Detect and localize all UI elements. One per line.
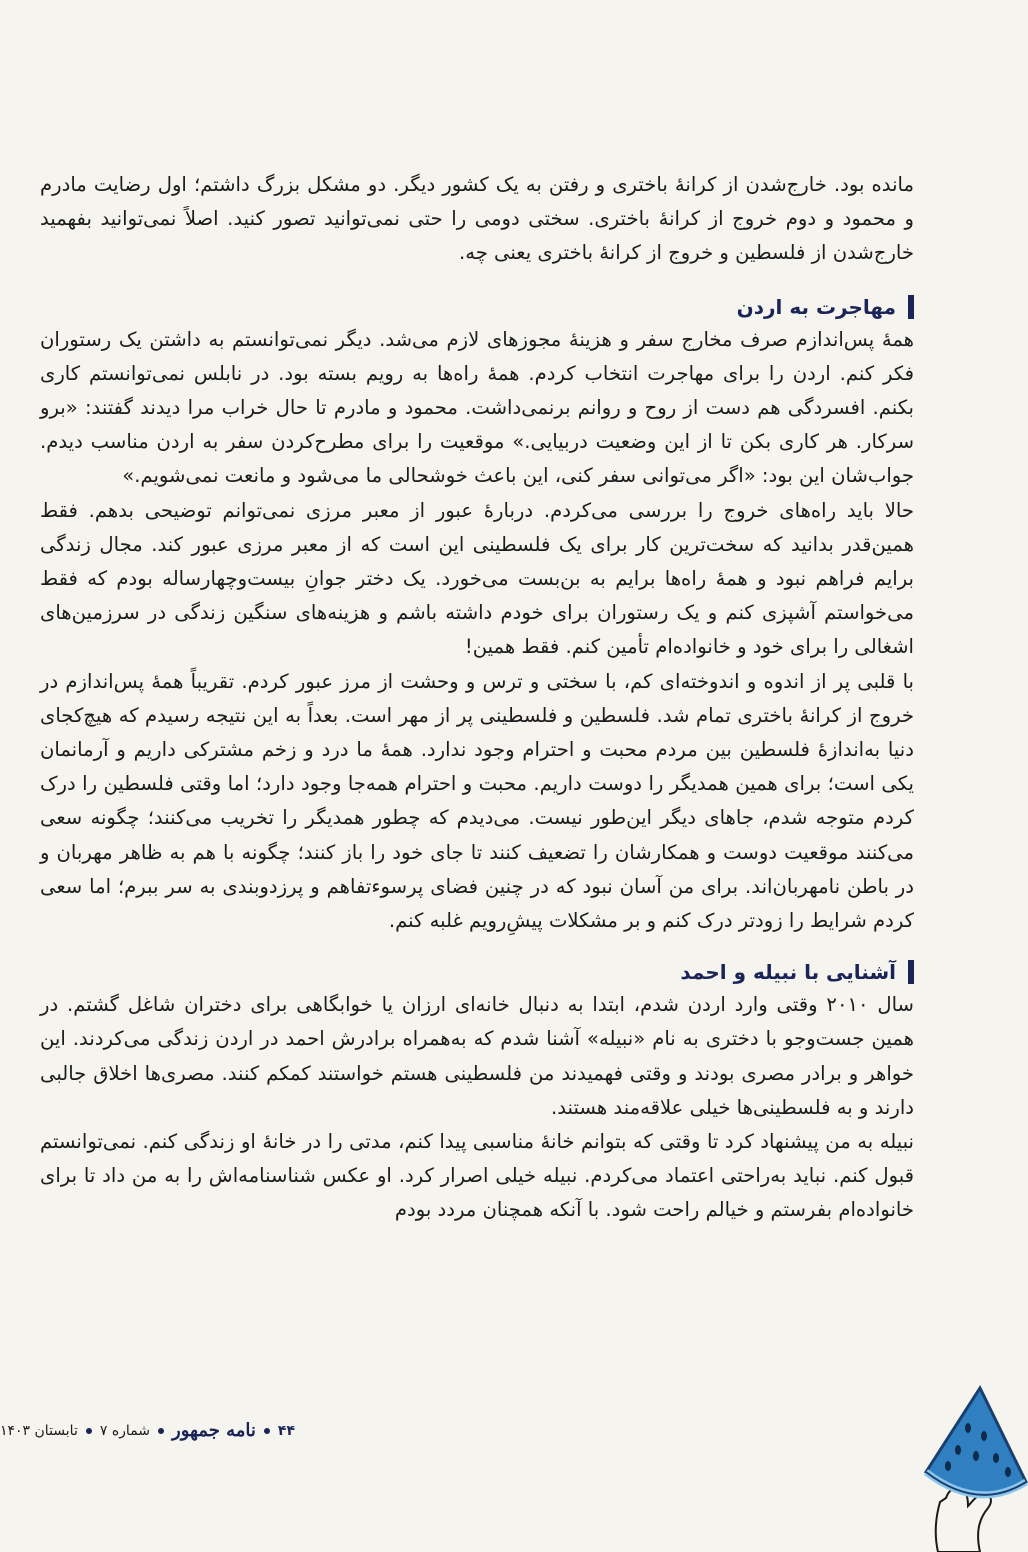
paragraph: نبیله به من پیشنهاد کرد تا وقتی که بتوانم خانهٔ مناسبی پیدا کنم، مدتی را در خانهٔ او زندگی کنم. نمی‌توانستم قبول کنم. نباید به‌راحتی اعتماد می‌کردم. نبیله خیلی اصرار کرد. او عکس شناسنامه‌اش را به من داد تا برای خانواده‌ام بفرستم و خیالم راحت شود. با آنکه همچنان مردد بودم [40,1130,914,1222]
issue-season: تابستان ۱۴۰۳ [0,1422,78,1439]
section-heading-nabila [40,960,914,984]
heading-bar-icon [908,960,914,984]
section-title: مهاجرت به اردن [736,294,896,319]
article-body [40,168,914,1228]
bullet-icon [86,1428,92,1434]
watermelon-hand-icon [918,1384,1028,1552]
bullet-icon [264,1428,270,1434]
paragraph: سال ۲۰۱۰ وقتی وارد اردن شدم، ابتدا به دنبال خانه‌ای ارزان یا خوابگاهی برای دختران شاغل گشتم. در همین جست‌وجو با دختری به نام «نبیله» آشنا شدم که به‌همراه برادرش احمد در اردن زندگی می‌کردند. این خواهر و برادر مصری بودند و وقتی فهمیدند من فلسطینی هستم خواستند کمکم کنند. مصری‌ها اخلاق جالبی دارند و به فلسطینی‌ها خیلی علاقه‌مند هستند. [40,993,914,1119]
issue-number: شماره ۷ [99,1422,151,1439]
intro-paragraph: مانده بود. خارج‌شدن از کرانهٔ باختری و رفتن به یک کشور دیگر. دو مشکل بزرگ داشتم؛ اول رضایت مادرم و محمود و دوم خروج از کرانهٔ باختری. سختی دومی را حتی نمی‌توانید تصور کنید. اصلاً نمی‌توانید بفهمید خارج‌شدن از فلسطین و خروج از کرانهٔ باختری یعنی چه. [40,173,914,265]
magazine-name: نامه جمهور [172,1420,256,1441]
paragraph: حالا باید راه‌های خروج را بررسی می‌کردم. دربارهٔ عبور از معبر مرزی نمی‌توانم توضیحی بدهم. فقط همین‌قدر بدانید که سخت‌ترین کار برای یک فلسطینی این است که از معبر مرزی عبور کند. مجال زندگی برایم فراهم نبود و همهٔ راه‌ها برایم به بن‌بست می‌خورد. یک دختر جوانِ بیست‌وچهارساله بودم که فقط می‌خواستم آشپزی کنم و یک رستوران برای خودم داشته باشم و هزینه‌های سنگین زندگی در سرزمین‌های اشغالی را برای خود و خانواده‌ام تأمین کنم. فقط همین! [40,498,914,659]
section-title: آشنایی با نبیله و احمد [680,960,896,985]
paragraph: با قلبی پر از اندوه و اندوخته‌ای کم، با سختی و ترس و وحشت از مرز عبور کردم. تقریباً همهٔ پس‌اندازم در خروج از کرانهٔ باختری تمام شد. فلسطین و فلسطینی پر از مهر است. بعداً به این نتیجه رسیدم که هیچ‌کجای دنیا به‌اندازهٔ فلسطین بین مردم محبت و احترام وجود ندارد. همهٔ ما درد و زخم مشترکی داریم و آرمانمان یکی است؛ برای همین همدیگر را دوست داریم. محبت و احترام همه‌جا وجود دارد؛ اما وقتی فلسطین را درک کردم متوجه شدم، جاهای دیگر این‌طور نیست. می‌دیدم که چطور همدیگر را تخریب می‌کنند؛ چگونه سعی می‌کنند موقعیت دوست و همکارشان را تضعیف کنند تا جای خود را باز کنند؛ چگونه با هم به ظاهر مهربان و در باطن نامهربان‌اند. برای من آسان نبود که در چنین فضای پرسوءتفاهم و پرزدوبندی به سر ببرم؛ اما سعی کردم شرایط را زودتر درک کنم و بر مشکلات پیشِ‌رویم غلبه کنم. [40,669,914,933]
section-heading-migration [40,295,914,319]
heading-bar-icon [908,295,914,319]
page-number: ۴۴ [277,1422,295,1439]
bullet-icon [158,1428,164,1434]
paragraph: همهٔ پس‌اندازم صرف مخارج سفر و هزینهٔ مجوزهای لازم می‌شد. دیگر نمی‌توانستم به داشتن یک رستوران فکر کنم. اردن را برای مهاجرت انتخاب کردم. همهٔ راه‌ها به رویم بسته بود. در نابلس نمی‌توانستم کاری بکنم. افسردگی هم دست از روح و روانم برنمی‌داشت. محمود و مادرم تا حال خراب مرا دیدند گفتند: «برو سرکار. هر کاری بکن تا از این وضعیت دربیایی.» موقعیت را برای مطرح‌کردن سفر به اردن مناسب دیدم. جواب‌شان این بود: «اگر می‌توانی سفر کنی، این باعث خوشحالی ما می‌شود و مانعت نمی‌شویم.» [40,327,914,488]
page-footer [0,1420,912,1441]
